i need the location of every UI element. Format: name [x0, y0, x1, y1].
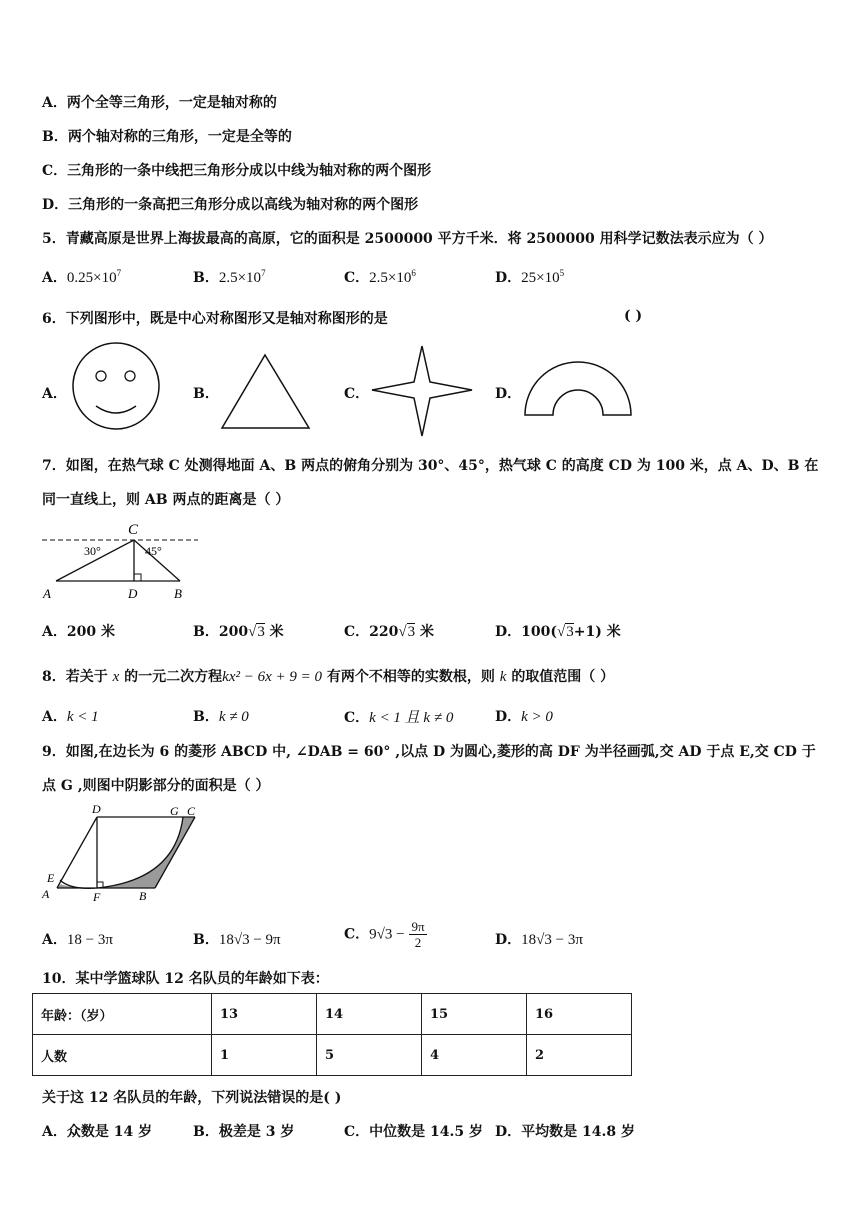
q5-option-c: C．$2.5\times 10^6$ — [344, 268, 416, 286]
q5-option-b: B．$2.5\times 10^7$ — [193, 268, 266, 286]
q5-option-a: A．$0.25\times 10^7$ — [42, 268, 122, 286]
arch-shape — [525, 362, 631, 415]
q9-stem-line2: 点 G ,则图中阴影部分的面积是（ ） — [42, 778, 270, 794]
label-d: D — [128, 586, 138, 601]
age-table — [32, 993, 632, 1076]
q9-option-c: C．9√3 − $\frac{9\pi}{2}$ — [344, 919, 425, 950]
q10-option-a: A．众数是 14 岁 — [42, 1124, 153, 1140]
label-angle-45: 45° — [145, 544, 162, 558]
q10-stem: 10．某中学篮球队 12 名队员的年龄如下表： — [42, 971, 329, 987]
side-bc — [155, 817, 195, 888]
q8-option-d: D．k > 0 — [495, 709, 553, 725]
q10-option-c: C．中位数是 14.5 岁 — [344, 1124, 484, 1140]
q8-option-b: B．k ≠ 0 — [193, 709, 249, 725]
side-ad — [57, 817, 97, 888]
triangle-shape — [222, 355, 309, 428]
q6-option-b-label: B． — [193, 386, 219, 402]
q4-option-d: D．三角形的一条高把三角形分成以高线为轴对称的两个图形 — [42, 197, 419, 213]
rhombus-figure — [40, 804, 210, 904]
q5-stem: 5．青藏高原是世界上海拔最高的高原，它的面积是 2500000 平方千米．将 2500000 用科学记数法表示应为（ ） — [42, 231, 773, 247]
table-cell: 4 — [422, 1035, 527, 1076]
q9-option-d: D．18√3 − 3π — [495, 932, 583, 948]
q8-option-a: A．k < 1 — [42, 709, 99, 725]
table-cell: 1 — [212, 1035, 317, 1076]
label-f: F — [93, 890, 101, 904]
smiley-face-figure — [70, 340, 164, 434]
left-eye — [96, 371, 106, 381]
arch-figure — [522, 359, 634, 419]
right-angle-mark — [134, 574, 141, 581]
q6-option-a-label: A． — [42, 386, 67, 402]
table-cell: 15 — [422, 994, 527, 1035]
table-cell: 人数 — [33, 1035, 212, 1076]
label-c: C — [128, 522, 139, 538]
q9-option-b: B．18√3 − 9π — [193, 932, 281, 948]
star-shape — [372, 346, 472, 436]
q7-option-b: B．200√3 米 — [193, 624, 284, 640]
table-cell: 14 — [317, 994, 422, 1035]
label-a: A — [43, 586, 51, 601]
q4-option-b: B．两个轴对称的三角形，一定是全等的 — [42, 129, 292, 145]
q7-option-c: C．220√3 米 — [344, 624, 434, 640]
q6-paren: ( ) — [624, 308, 643, 324]
label-angle-30: 30° — [84, 544, 101, 558]
four-point-star-figure — [370, 344, 474, 438]
triangle-figure — [219, 352, 313, 432]
q7-stem-line2: 同一直线上，则 AB 两点的距离是（ ） — [42, 492, 290, 508]
q7-option-d: D．100(√3+1) 米 — [495, 624, 621, 640]
q7-stem-line1: 7．如图，在热气球 C 处测得地面 A、B 两点的俯角分别为 30°、45°，热气球 C 的高度 CD 为 100 米，点 A、D、B 在 — [42, 458, 819, 474]
q6-option-d-label: D． — [495, 386, 522, 402]
table-cell: 5 — [317, 1035, 422, 1076]
q6-option-c-label: C． — [344, 386, 370, 402]
q10-option-b: B．极差是 3 岁 — [193, 1124, 295, 1140]
q4-option-a: A．两个全等三角形，一定是轴对称的 — [42, 95, 277, 111]
q8-option-c: C．k < 1 且 k ≠ 0 — [344, 710, 454, 726]
table-cell: 2 — [527, 1035, 632, 1076]
q6-stem: 6．下列图形中，既是中心对称图形又是轴对称图形的是 — [42, 311, 388, 327]
label-a: A — [42, 887, 50, 901]
q9-stem-line1: 9．如图,在边长为 6 的菱形 ABCD 中, ∠DAB = 60° ,以点 D 为圆心,菱形的高 DF 为半径画弧,交 AD 于点 E,交 CD 于 — [42, 744, 816, 760]
table-cell: 年龄：（岁） — [33, 994, 212, 1035]
table-cell: 13 — [212, 994, 317, 1035]
q7-option-a: A．200 米 — [42, 624, 115, 640]
label-b: B — [174, 586, 182, 601]
label-g: G — [170, 804, 179, 818]
q8-stem: 8．若关于 x 的一元二次方程kx² − 6x + 9 = 0 有两个不相等的实数根，则 k 的取值范围（ ） — [42, 669, 615, 685]
label-e: E — [47, 871, 55, 885]
arc-eg — [60, 817, 183, 888]
face-circle — [73, 343, 159, 429]
label-c: C — [187, 804, 196, 818]
right-eye — [125, 371, 135, 381]
table-cell: 16 — [527, 994, 632, 1035]
q10-question: 关于这 12 名队员的年龄，下列说法错误的是( ) — [42, 1090, 342, 1106]
mouth — [96, 406, 136, 413]
q9-option-a: A．18 − 3π — [42, 932, 113, 948]
table-row — [33, 1035, 632, 1076]
label-b: B — [139, 889, 147, 903]
q10-option-d: D．平均数是 14.8 岁 — [495, 1124, 635, 1140]
label-d: D — [92, 804, 101, 816]
q4-option-c: C．三角形的一条中线把三角形分成以中线为轴对称的两个图形 — [42, 163, 432, 179]
table-row — [33, 994, 632, 1035]
hot-air-balloon-figure — [38, 520, 198, 602]
q5-option-d: D．$25\times 10^5$ — [495, 268, 565, 286]
